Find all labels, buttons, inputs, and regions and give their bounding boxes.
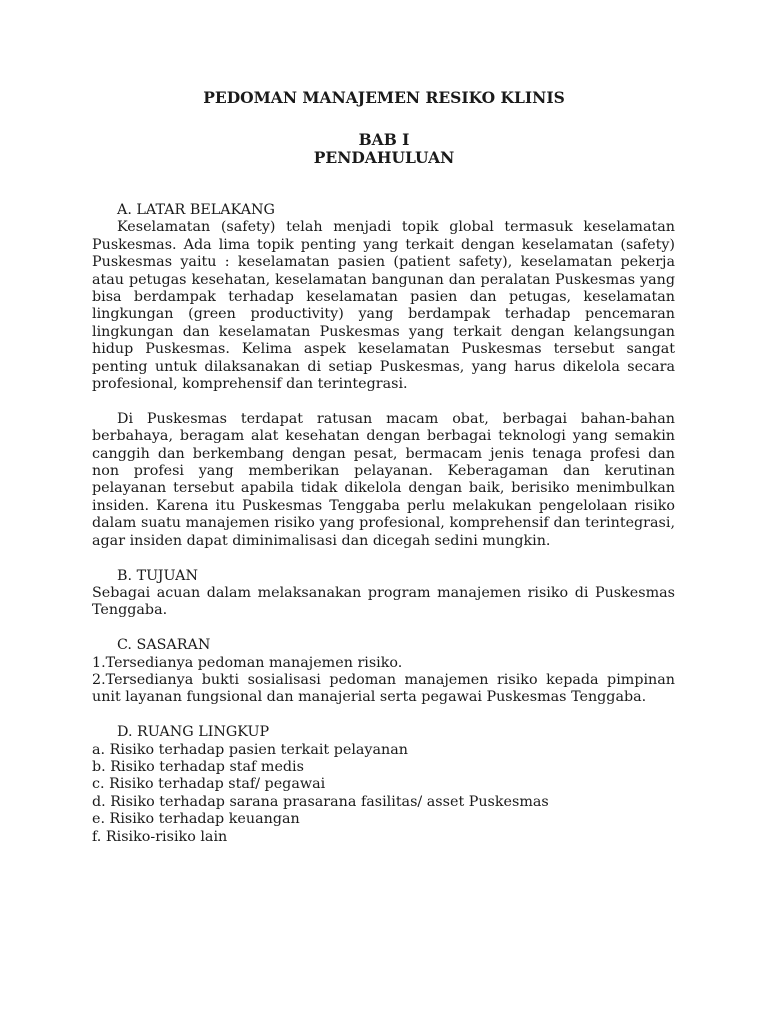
section-b-heading: B. TUJUAN [117, 567, 198, 584]
section-b-paragraph: Sebagai acuan dalam melaksanakan program manajemen risiko di Puskesmas Tenggaba. [92, 584, 675, 619]
document-title: PEDOMAN MANAJEMEN RESIKO KLINIS [203, 88, 565, 107]
section-a-paragraph-2: Di Puskesmas terdapat ratusan macam obat, berbagai bahan-bahan berbahaya, beragam alat kesehatan dengan berbagai teknologi yang semakin canggih dan berkembang dengan pesat, bermacam jenis tenaga profesi dan non profesi yang memberikan pelayanan. Keberagaman dan kerutinan pelayanan tersebut apabila tidak dikelola dengan baik, berisiko menimbulkan insiden. Karena itu Puskesmas Tenggaba perlu melakukan pengelolaan risiko dalam suatu manajemen risiko yang profesional, komprehensif dan terintegrasi, agar insiden dapat diminimalisasi dan dicegah sedini mungkin. [92, 410, 675, 549]
document-body [92, 202, 675, 846]
section-d-item: c. Risiko terhadap staf/ pegawai [92, 776, 326, 793]
section-d-item: e. Risiko terhadap keuangan [92, 811, 300, 828]
section-a-paragraph-1: Keselamatan (safety) telah menjadi topik global termasuk keselamatan Puskesmas. Ada lima topik penting yang terkait dengan keselamatan (safety) Puskesmas yaitu : keselamatan pasien (patient safety), keselamatan pekerja atau petugas kesehatan, keselamatan bangunan dan peralatan Puskesmas yang bisa berdampak terhadap keselamatan pasien dan petugas, keselamatan lingkungan (green productivity) yang berdampak terhadap pencemaran lingkungan dan keselamatan Puskesmas yang terkait dengan kelangsungan hidup Puskesmas. Kelima aspek keselamatan Puskesmas tersebut sangat penting untuk dilaksanakan di setiap Puskesmas, yang harus dikelola secara profesional, komprehensif dan terintegrasi. [92, 219, 675, 393]
section-c-item: 2.Tersedianya bukti sosialisasi pedoman manajemen risiko kepada pimpinan unit layanan fungsional dan manajerial serta pegawai Puskesmas Tenggaba. [92, 671, 675, 706]
chapter-number: BAB I [358, 130, 410, 149]
paragraph-spacer [92, 550, 675, 567]
section-c-item: 1.Tersedianya pedoman manajemen risiko. [92, 654, 403, 671]
section-d-item: d. Risiko terhadap sarana prasarana fasilitas/ asset Puskesmas [92, 793, 549, 810]
section-c-heading: C. SASARAN [117, 637, 211, 654]
paragraph-spacer [92, 393, 675, 410]
section-a-heading: A. LATAR BELAKANG [117, 202, 275, 218]
section-d-item: b. Risiko terhadap staf medis [92, 758, 304, 775]
section-d-heading: D. RUANG LINGKUP [117, 724, 270, 741]
chapter-title: PENDAHULUAN [313, 148, 455, 167]
paragraph-spacer [92, 620, 675, 637]
section-d-item: f. Risiko-risiko lain [92, 828, 228, 845]
paragraph-spacer [92, 707, 675, 724]
section-d-item: a. Risiko terhadap pasien terkait pelayanan [92, 741, 408, 758]
